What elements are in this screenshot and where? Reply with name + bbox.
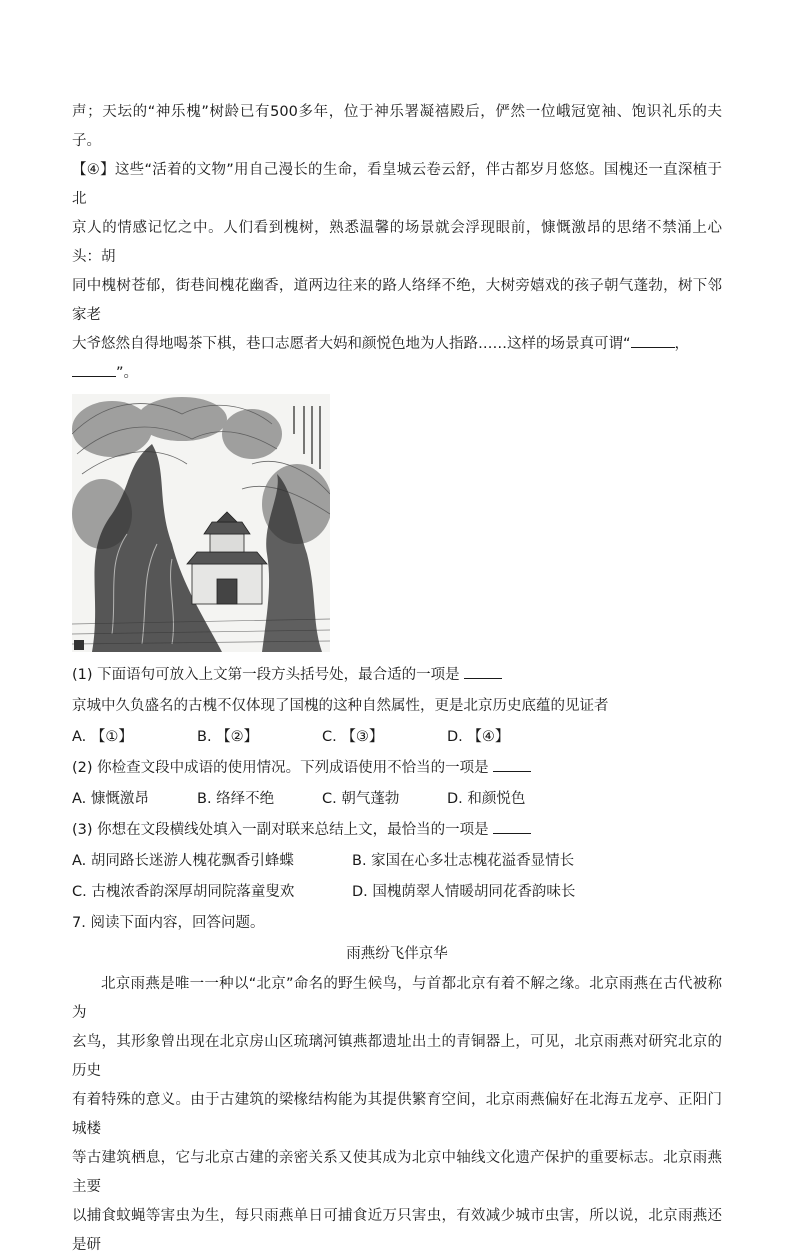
- option-c[interactable]: C. 古槐浓香韵深厚胡同院落童叟欢: [72, 884, 295, 900]
- passage-line: 有着特殊的意义。由于古建筑的梁椽结构能为其提供繁育空间，北京雨燕偏好在北海五龙亭、正阳门城楼: [72, 1092, 722, 1137]
- passage-line: 玄鸟，其形象曾出现在北京房山区琉璃河镇燕都遗址出土的青铜器上，可见，北京雨燕对研究北京的历史: [72, 1034, 722, 1079]
- document-page: [72, 98, 722, 1260]
- question-1-stem: (1) 下面语句可放入上文第一段方头括号处，最合适的一项是: [72, 660, 722, 691]
- question-3-stem: (3) 你想在文段横线处填入一副对联来总结上文，最恰当的一项是: [72, 815, 722, 846]
- passage-line: 【④】这些“活着的文物”用自己漫长的生命，看皇城云卷云舒，伴古都岁月悠悠。国槐还一直深植于北: [72, 162, 722, 207]
- passage-line: 同中槐树苍郁，街巷间槐花幽香，道两边往来的路人络绎不绝，大树旁嬉戏的孩子朝气蓬勃，树下邻家老: [72, 278, 722, 323]
- passage-line: 北京雨燕是唯一一种以“北京”命名的野生候鸟，与首都北京有着不解之缘。北京雨燕在古代被称为: [72, 976, 722, 1021]
- option-a[interactable]: A. 慷慨激昂: [72, 791, 149, 807]
- question-3-options-row-2: [72, 877, 722, 908]
- option-a[interactable]: A. 胡同路长迷游人槐花飘香引蜂蝶: [72, 853, 294, 869]
- passage-line: 声；天坛的“神乐槐”树龄已有500多年，位于神乐署凝禧殿后，俨然一位峨冠宽袖、饱识礼乐的夫子。: [72, 104, 722, 149]
- option-d[interactable]: D. 国槐荫翠人情暖胡同花香韵味长: [352, 884, 576, 900]
- option-d[interactable]: D. 【④】: [447, 729, 510, 745]
- option-b[interactable]: B. 络绎不绝: [197, 791, 275, 807]
- ink-painting-illustration: [72, 394, 330, 652]
- option-c[interactable]: C. 朝气蓬勃: [322, 791, 400, 807]
- option-a[interactable]: A. 【①】: [72, 729, 133, 745]
- option-b[interactable]: B. 家国在心多壮志槐花溢香显情长: [352, 853, 575, 869]
- option-c[interactable]: C. 【③】: [322, 729, 384, 745]
- passage-line-with-blank: [72, 330, 722, 359]
- question-1-options: [72, 722, 722, 753]
- question-1-sentence: 京城中久负盛名的古槐不仅体现了国槐的这种自然属性，更是北京历史底蕴的见证者: [72, 698, 609, 714]
- couplet-blank-1[interactable]: [631, 333, 675, 348]
- passage-line: 京人的情感记忆之中。人们看到槐树，熟悉温馨的场景就会浮现眼前，慷慨激昂的思绪不禁涌上心头：胡: [72, 220, 722, 265]
- passage-tail: ”。: [116, 365, 139, 381]
- option-b[interactable]: B. 【②】: [197, 729, 259, 745]
- question-3-options-row-1: [72, 846, 722, 877]
- option-d[interactable]: D. 和颜悦色: [447, 791, 526, 807]
- answer-blank-q1[interactable]: [464, 664, 502, 679]
- seal-stamp: [74, 640, 84, 650]
- passage-title: 雨燕纷飞伴京华: [346, 946, 448, 962]
- couplet-blank-2[interactable]: [72, 362, 116, 377]
- passage-line-with-blank: [72, 359, 722, 388]
- question-2-stem: (2) 你检查文段中成语的使用情况。下列成语使用不恰当的一项是: [72, 753, 722, 784]
- passage-comma: ，: [674, 336, 690, 352]
- question-2-options: [72, 784, 722, 815]
- passage-text: 大爷悠然自得地喝茶下棋，巷口志愿者大妈和颜悦色地为人指路……这样的场景真可谓“: [72, 336, 631, 352]
- answer-blank-q3[interactable]: [493, 819, 531, 834]
- ancient-locust-tree-painting: [72, 394, 330, 652]
- answer-blank-q2[interactable]: [493, 757, 531, 772]
- passage-line: 等古建筑栖息，它与北京古建的亲密关系又使其成为北京中轴线文化遗产保护的重要标志。北京雨燕主要: [72, 1150, 722, 1195]
- passage-line: 以捕食蚊蝇等害虫为生，每只雨燕单日可捕食近万只害虫，有效减少城市虫害，所以说，北京雨燕还是研: [72, 1208, 722, 1253]
- question-7-stem: 7. 阅读下面内容，回答问题。: [72, 915, 265, 931]
